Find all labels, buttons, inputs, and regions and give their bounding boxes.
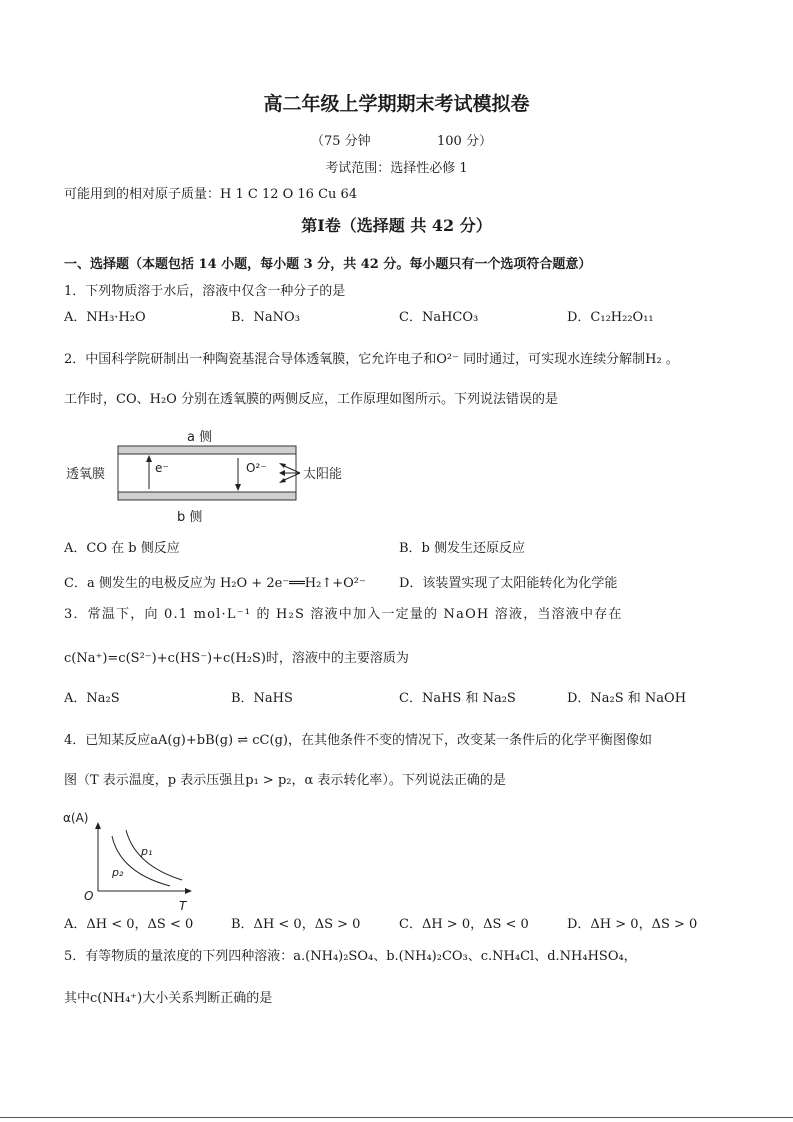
q2-option-d: D．该装置实现了太阳能转化为化学能: [399, 576, 618, 591]
part-title: 第Ⅰ卷（选择题 共 42 分）: [301, 216, 492, 235]
section-title: 一、选择题（本题包括 14 小题，每小题 3 分，共 42 分。每小题只有一个选项符合题意）: [64, 257, 592, 272]
graph-origin: O: [84, 889, 94, 903]
question-4-stem-line2: 图（T 表示温度，p 表示压强且p₁ > p₂，α 表示转化率）。下列说法正确的是: [64, 773, 506, 788]
q2-option-b: B．b 侧发生还原反应: [399, 541, 526, 556]
q3-option-a: A．Na₂S: [64, 691, 120, 706]
membrane-top-layer: [118, 446, 296, 454]
question-5-stem-line1: 5．有等物质的量浓度的下列四种溶液：a.(NH₄)₂SO₄、b.(NH₄)₂CO₃、c.NH₄Cl、d.NH₄HSO₄，: [64, 949, 637, 964]
membrane-label: 透氧膜: [66, 467, 106, 482]
question-5-stem-line2: 其中c(NH₄⁺)大小关系判断正确的是: [64, 991, 273, 1006]
membrane-body: [118, 454, 296, 492]
q1-option-a: A．NH₃·H₂O: [64, 310, 146, 325]
q3-option-c: C．NaHS 和 Na₂S: [399, 691, 516, 706]
question-4-stem-line1: 4．已知某反应aA(g)+bB(g) ⇌ cC(g)，在其他条件不变的情况下，改变某一条件后的化学平衡图像如: [64, 733, 652, 748]
solar-label: 太阳能: [303, 467, 343, 482]
exam-title: 高二年级上学期期末考试模拟卷: [263, 93, 530, 115]
curve-p1: [126, 830, 182, 880]
q4-option-c: C．ΔH > 0，ΔS < 0: [399, 917, 529, 932]
side-b-label: b 侧: [177, 510, 203, 525]
q4-option-a: A．ΔH < 0，ΔS < 0: [64, 917, 194, 932]
question-2-stem-line2: 工作时，CO、H₂O 分别在透氧膜的两侧反应，工作原理如图所示。下列说法错误的是: [64, 392, 558, 407]
exam-scope: 考试范围：选择性必修 1: [325, 161, 468, 176]
question-2-stem-line1: 2．中国科学院研制出一种陶瓷基混合导体透氧膜，它允许电子和O²⁻ 同时通过，可实现水连续分解制H₂ 。: [64, 352, 679, 367]
curve-p2-label: p₂: [112, 866, 124, 879]
atomic-masses: 可能用到的相对原子质量：H 1 C 12 O 16 Cu 64: [64, 187, 358, 202]
q2-option-c: C．a 侧发生的电极反应为 H₂O + 2e⁻══H₂↑+O²⁻: [64, 576, 366, 591]
question-3-stem-line2: c(Na⁺)=c(S²⁻)+c(HS⁻)+c(H₂S)时，溶液中的主要溶质为: [64, 651, 409, 666]
q1-option-d: D．C₁₂H₂₂O₁₁: [567, 310, 654, 325]
q3-option-d: D．Na₂S 和 NaOH: [567, 691, 687, 706]
membrane-bottom-layer: [118, 492, 296, 500]
curve-p1-label: p₁: [141, 845, 153, 858]
side-a-label: a 侧: [187, 430, 213, 445]
graph-xlabel: T: [179, 899, 187, 913]
electron-label: e⁻: [155, 461, 169, 475]
equilibrium-graph: [60, 808, 200, 918]
q3-option-b: B．NaHS: [231, 691, 293, 706]
exam-time: （75 分钟: [311, 134, 371, 149]
q4-option-b: B．ΔH < 0，ΔS > 0: [231, 917, 361, 932]
question-1-stem: 1．下列物质溶于水后，溶液中仅含一种分子的是: [64, 284, 346, 299]
oxide-label: O²⁻: [246, 461, 267, 475]
q1-option-b: B．NaNO₃: [231, 310, 300, 325]
membrane-diagram: [60, 425, 360, 525]
question-3-stem-line1: 3．常温下，向 0.1 mol·L⁻¹ 的 H₂S 溶液中加入一定量的 NaOH 溶液，当溶液中存在: [64, 607, 623, 622]
q4-option-d: D．ΔH > 0，ΔS > 0: [567, 917, 698, 932]
q2-option-a: A．CO 在 b 侧反应: [64, 541, 180, 556]
graph-ylabel: α(A): [63, 811, 89, 825]
page-bottom-rule: [0, 1117, 793, 1118]
exam-score: 100 分）: [437, 134, 492, 149]
q1-option-c: C．NaHCO₃: [399, 310, 479, 325]
